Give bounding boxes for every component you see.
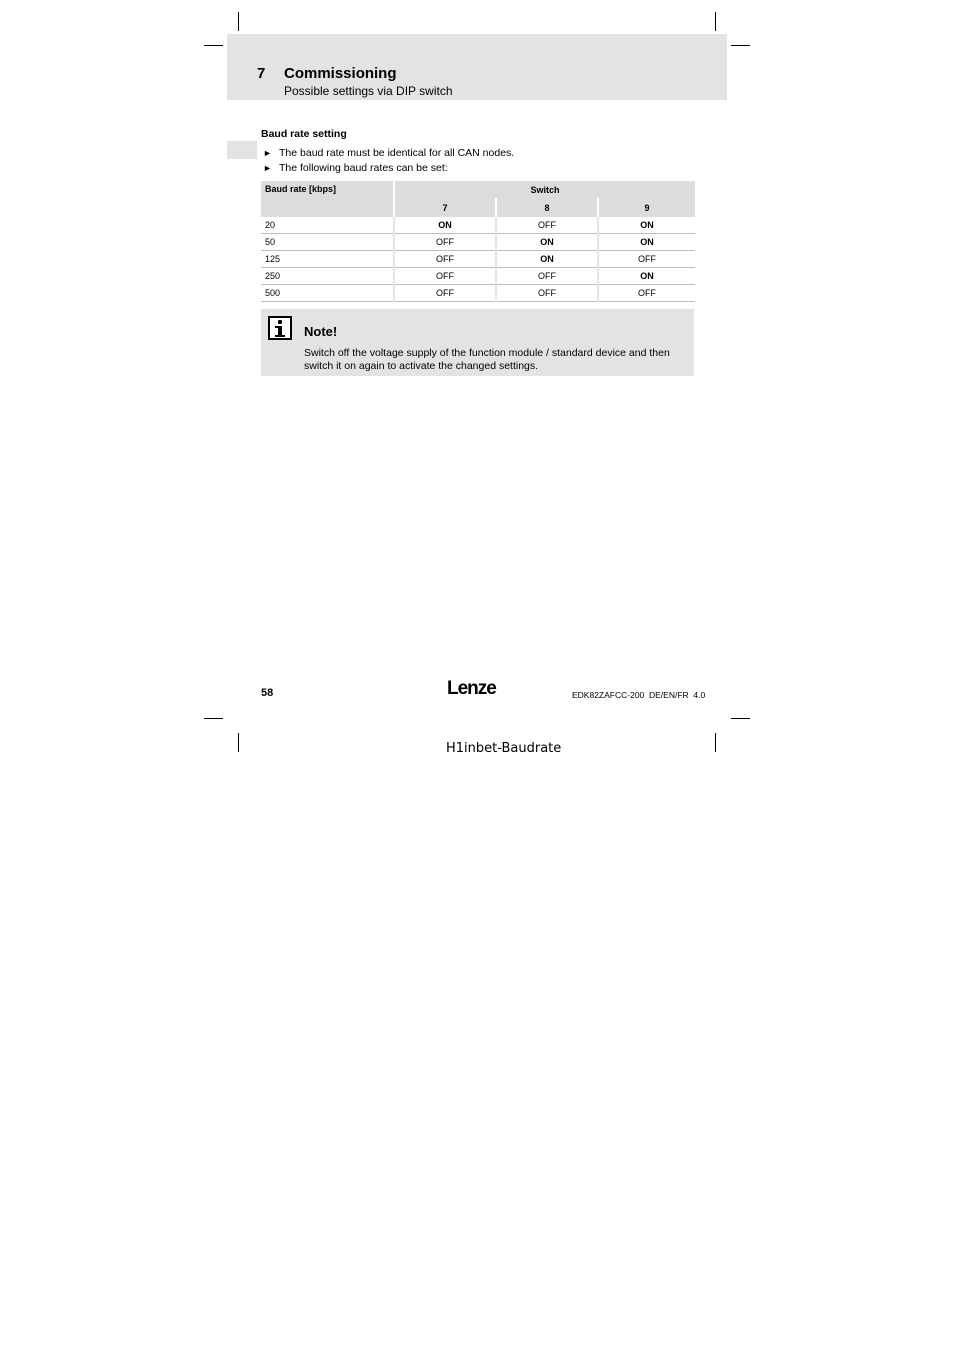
lenze-logo: Lenze <box>447 678 496 699</box>
switch-cell: OFF <box>598 285 695 302</box>
switch-cell: OFF <box>496 285 598 302</box>
bullet-arrow-icon: ► <box>263 148 272 158</box>
table-row <box>261 251 695 268</box>
note-text: Switch off the voltage supply of the function module / standard device and then switch it on again to activate the changed settings. <box>304 347 670 372</box>
switch-cell: ON <box>598 268 695 285</box>
switch-number-header: 7 <box>394 198 496 217</box>
crop-mark <box>238 12 239 31</box>
switch-header: Switch <box>394 181 695 198</box>
switch-number-header: 8 <box>496 198 598 217</box>
crop-mark <box>715 12 716 31</box>
bullet-text: The baud rate must be identical for all CAN nodes. <box>279 147 515 159</box>
crop-mark <box>204 45 223 46</box>
crop-mark <box>731 718 750 719</box>
chapter-subtitle: Possible settings via DIP switch <box>284 84 453 98</box>
baud-rate-header-unit: [kbps] <box>309 184 337 194</box>
page-caption: H1inbet-Baudrate <box>446 741 562 756</box>
bullet-item <box>263 162 448 175</box>
rate-cell: 500 <box>261 285 394 302</box>
switch-cell: ON <box>598 234 695 251</box>
crop-mark <box>238 733 239 752</box>
baud-rate-header-label: Baud rate <box>265 184 307 194</box>
switch-cell: OFF <box>496 268 598 285</box>
switch-number-header: 9 <box>598 198 695 217</box>
bullet-item <box>263 147 514 160</box>
baud-rate-table <box>261 181 695 302</box>
switch-cell: OFF <box>394 268 496 285</box>
note-title: Note! <box>304 324 338 339</box>
table-row <box>261 234 695 251</box>
table-row <box>261 268 695 285</box>
switch-cell: OFF <box>496 217 598 234</box>
chapter-title: Commissioning <box>284 65 397 82</box>
chapter-number: 7 <box>257 65 266 82</box>
side-tab <box>227 141 257 159</box>
switch-cell: OFF <box>394 251 496 268</box>
switch-cell: OFF <box>394 285 496 302</box>
switch-cell: ON <box>496 251 598 268</box>
switch-cell: OFF <box>598 251 695 268</box>
bullet-arrow-icon: ► <box>263 163 272 173</box>
rate-cell: 20 <box>261 217 394 234</box>
rate-cell: 50 <box>261 234 394 251</box>
crop-mark <box>204 718 223 719</box>
rate-cell: 125 <box>261 251 394 268</box>
table-row <box>261 217 695 234</box>
bullet-text: The following baud rates can be set: <box>279 162 448 174</box>
rate-cell: 250 <box>261 268 394 285</box>
switch-cell: ON <box>394 217 496 234</box>
document-id: EDK82ZAFCC-200 DE/EN/FR 4.0 <box>572 690 706 700</box>
info-icon <box>268 316 292 340</box>
switch-cell: OFF <box>394 234 496 251</box>
baud-rate-header <box>261 181 394 217</box>
page-number: 58 <box>261 687 274 699</box>
switch-cell: ON <box>598 217 695 234</box>
switch-cell: ON <box>496 234 598 251</box>
crop-mark <box>731 45 750 46</box>
section-heading: Baud rate setting <box>261 128 347 140</box>
table-row <box>261 285 695 302</box>
crop-mark <box>715 733 716 752</box>
